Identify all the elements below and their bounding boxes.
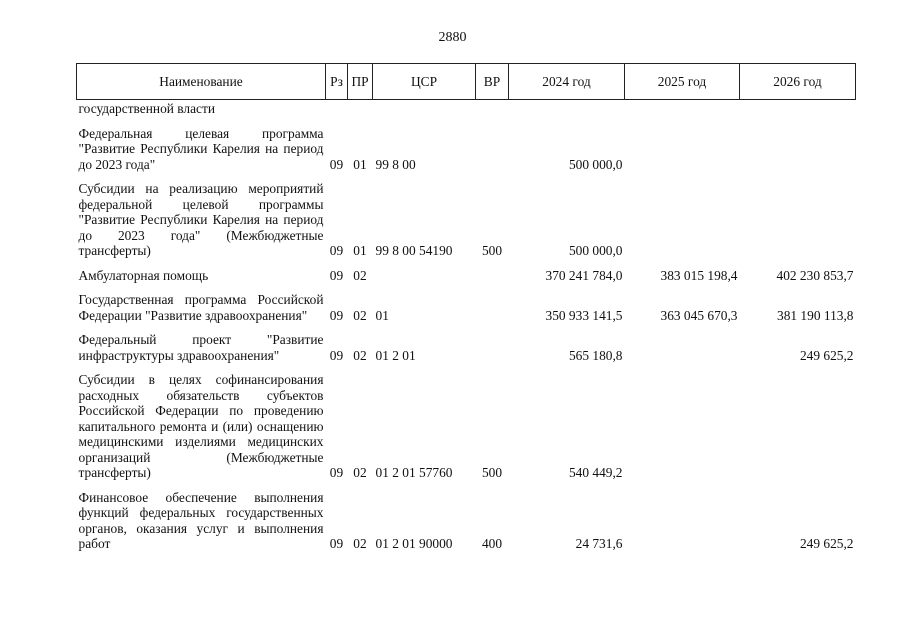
row-2025	[625, 117, 740, 173]
row-2026	[740, 172, 856, 259]
row-csr	[373, 259, 476, 284]
row-vr: 500	[481, 243, 503, 258]
row-vr	[476, 100, 509, 117]
row-vr: 500	[481, 465, 503, 480]
row-2026: 402 230 853,7	[776, 267, 854, 283]
row-vr	[476, 259, 509, 284]
row-rz: 09	[329, 465, 344, 480]
row-2025	[625, 172, 740, 259]
row-2024: 540 449,2	[568, 465, 623, 480]
row-name: государственной власти	[78, 101, 216, 116]
header-vr: ВР	[476, 64, 509, 100]
row-rz: 09	[329, 536, 344, 551]
page-number: 2880	[438, 30, 467, 45]
row-2024: 350 933 141,5	[545, 307, 623, 323]
row-csr: 99 8 00 54190	[375, 243, 453, 258]
header-name: Наименование	[77, 64, 326, 100]
row-csr: 01 2 01	[375, 347, 416, 363]
row-csr: 99 8 00	[375, 156, 416, 172]
row-vr	[476, 283, 509, 323]
row-vr: 400	[481, 536, 503, 551]
row-name: Амбулаторная помощь	[78, 267, 209, 283]
row-csr: 01 2 01 90000	[375, 536, 453, 551]
row-pr: 02	[353, 267, 367, 283]
row-vr	[476, 117, 509, 173]
row-2026	[740, 100, 856, 117]
table-row	[77, 259, 856, 284]
row-2025: 363 045 670,3	[660, 307, 738, 323]
row-name: Федеральная целевая программа "Развитие Республики Карелия на период до 2023 года"	[78, 125, 324, 172]
row-pr: 02	[353, 465, 367, 480]
row-name: Федеральный проект "Развитие инфраструктуры здравоохранения"	[78, 332, 324, 363]
row-csr	[373, 100, 476, 117]
row-pr: 01	[353, 243, 367, 258]
row-name: Государственная программа Российской Федерации "Развитие здравоохранения"	[78, 292, 324, 323]
row-name: Субсидии в целях софинансирования расходных обязательств субъектов Российской Федерации по проведению капитального ремонта и (или) оснащению медицинскими изделиями медицинских организаций (Межбюджетные трансферты)	[78, 372, 324, 480]
row-pr: 02	[353, 307, 367, 323]
table-row	[77, 283, 856, 323]
header-2026: 2026 год	[740, 64, 856, 100]
row-pr: 02	[353, 536, 367, 551]
row-2024: 565 180,8	[568, 347, 623, 363]
header-csr: ЦСР	[373, 64, 476, 100]
row-pr	[348, 100, 373, 117]
row-rz: 09	[329, 267, 344, 283]
row-2024: 370 241 784,0	[545, 267, 623, 283]
row-rz: 09	[329, 307, 344, 323]
budget-table	[76, 63, 856, 552]
row-2025	[625, 100, 740, 117]
row-rz: 09	[329, 347, 344, 363]
table-row	[77, 117, 856, 173]
row-name: Финансовое обеспечение выполнения функций федеральных государственных органов, оказания услуг и выполнения работ	[78, 489, 324, 551]
row-rz: 09	[329, 243, 344, 258]
row-pr: 01	[353, 156, 367, 172]
row-2026: 381 190 113,8	[777, 307, 854, 323]
table-header-row	[77, 64, 856, 100]
header-pr: ПР	[348, 64, 373, 100]
row-2024: 24 731,6	[575, 536, 623, 551]
table-row	[77, 172, 856, 259]
row-csr: 01 2 01 57760	[375, 465, 453, 480]
row-2025	[625, 481, 740, 552]
row-csr: 01	[375, 307, 389, 323]
row-2026: 249 625,2	[799, 347, 854, 363]
row-2025: 383 015 198,4	[660, 267, 738, 283]
row-2026	[740, 117, 856, 173]
row-2026	[740, 363, 856, 481]
table-row	[77, 323, 856, 363]
row-2024: 500 000,0	[568, 243, 623, 258]
row-2025	[625, 323, 740, 363]
row-name: Субсидии на реализацию мероприятий федеральной целевой программы "Развитие Республики Карелия на период до 2023 года" (Межбюджетные трансферты)	[78, 181, 324, 258]
table-row	[77, 363, 856, 481]
row-2024	[509, 100, 625, 117]
row-2025	[625, 363, 740, 481]
header-2024: 2024 год	[509, 64, 625, 100]
row-2024: 500 000,0	[568, 156, 623, 172]
header-2025: 2025 год	[625, 64, 740, 100]
row-rz: 09	[329, 156, 344, 172]
row-vr	[476, 323, 509, 363]
table-row	[77, 481, 856, 552]
table-row	[77, 100, 856, 117]
row-pr: 02	[353, 347, 367, 363]
header-rz: Рз	[326, 64, 348, 100]
row-2026: 249 625,2	[799, 536, 854, 551]
row-rz	[326, 100, 348, 117]
